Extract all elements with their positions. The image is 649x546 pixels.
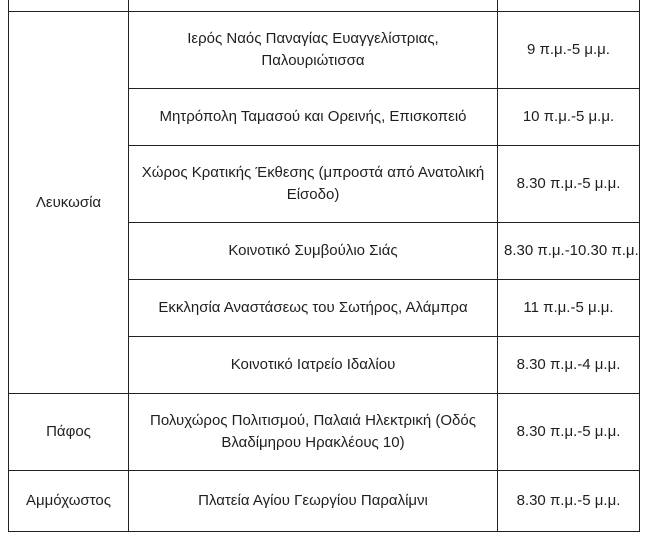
- location-cell-empty: [129, 0, 498, 12]
- location-cell: Πολυχώρος Πολιτισμού, Παλαιά Ηλεκτρική (Οδός Βλαδίμηρου Ηρακλέους 10): [129, 394, 498, 471]
- hours-cell: 8.30 π.μ.-4 μ.μ.: [498, 337, 640, 394]
- region-cell-nicosia: Λευκωσία: [9, 12, 129, 394]
- location-cell: Κοινοτικό Συμβούλιο Σιάς: [129, 223, 498, 280]
- vaccination-locations-table: [8, 0, 640, 532]
- hours-cell: 10 π.μ.-5 μ.μ.: [498, 89, 640, 146]
- location-cell: Μητρόπολη Ταμασού και Ορεινής, Επισκοπειό: [129, 89, 498, 146]
- location-cell: Κοινοτικό Ιατρείο Ιδαλίου: [129, 337, 498, 394]
- region-cell-paphos: Πάφος: [9, 394, 129, 471]
- hours-cell: 11 π.μ.-5 μ.μ.: [498, 280, 640, 337]
- location-cell: Εκκλησία Αναστάσεως του Σωτήρος, Αλάμπρα: [129, 280, 498, 337]
- hours-cell: 8.30 π.μ.-5 μ.μ.: [498, 146, 640, 223]
- table-row: [9, 471, 640, 532]
- hours-cell: 8.30 π.μ.-5 μ.μ.: [498, 394, 640, 471]
- location-cell: Πλατεία Αγίου Γεωργίου Παραλίμνι: [129, 471, 498, 532]
- location-cell: Χώρος Κρατικής Έκθεσης (μπροστά από Ανατολική Είσοδο): [129, 146, 498, 223]
- table-row: [9, 12, 640, 89]
- location-cell: Ιερός Ναός Παναγίας Ευαγγελίστριας, Παλουριώτισσα: [129, 12, 498, 89]
- region-cell-empty: [9, 0, 129, 12]
- table-row-previous-cut: [9, 0, 640, 12]
- hours-cell: 9 π.μ.-5 μ.μ.: [498, 12, 640, 89]
- hours-cell: 8.30 π.μ.-10.30 π.μ.: [498, 223, 640, 280]
- region-cell-famagusta: Αμμόχωστος: [9, 471, 129, 532]
- hours-cell: 8.30 π.μ.-5 μ.μ.: [498, 471, 640, 532]
- table-row: [9, 394, 640, 471]
- hours-cell-empty: [498, 0, 640, 12]
